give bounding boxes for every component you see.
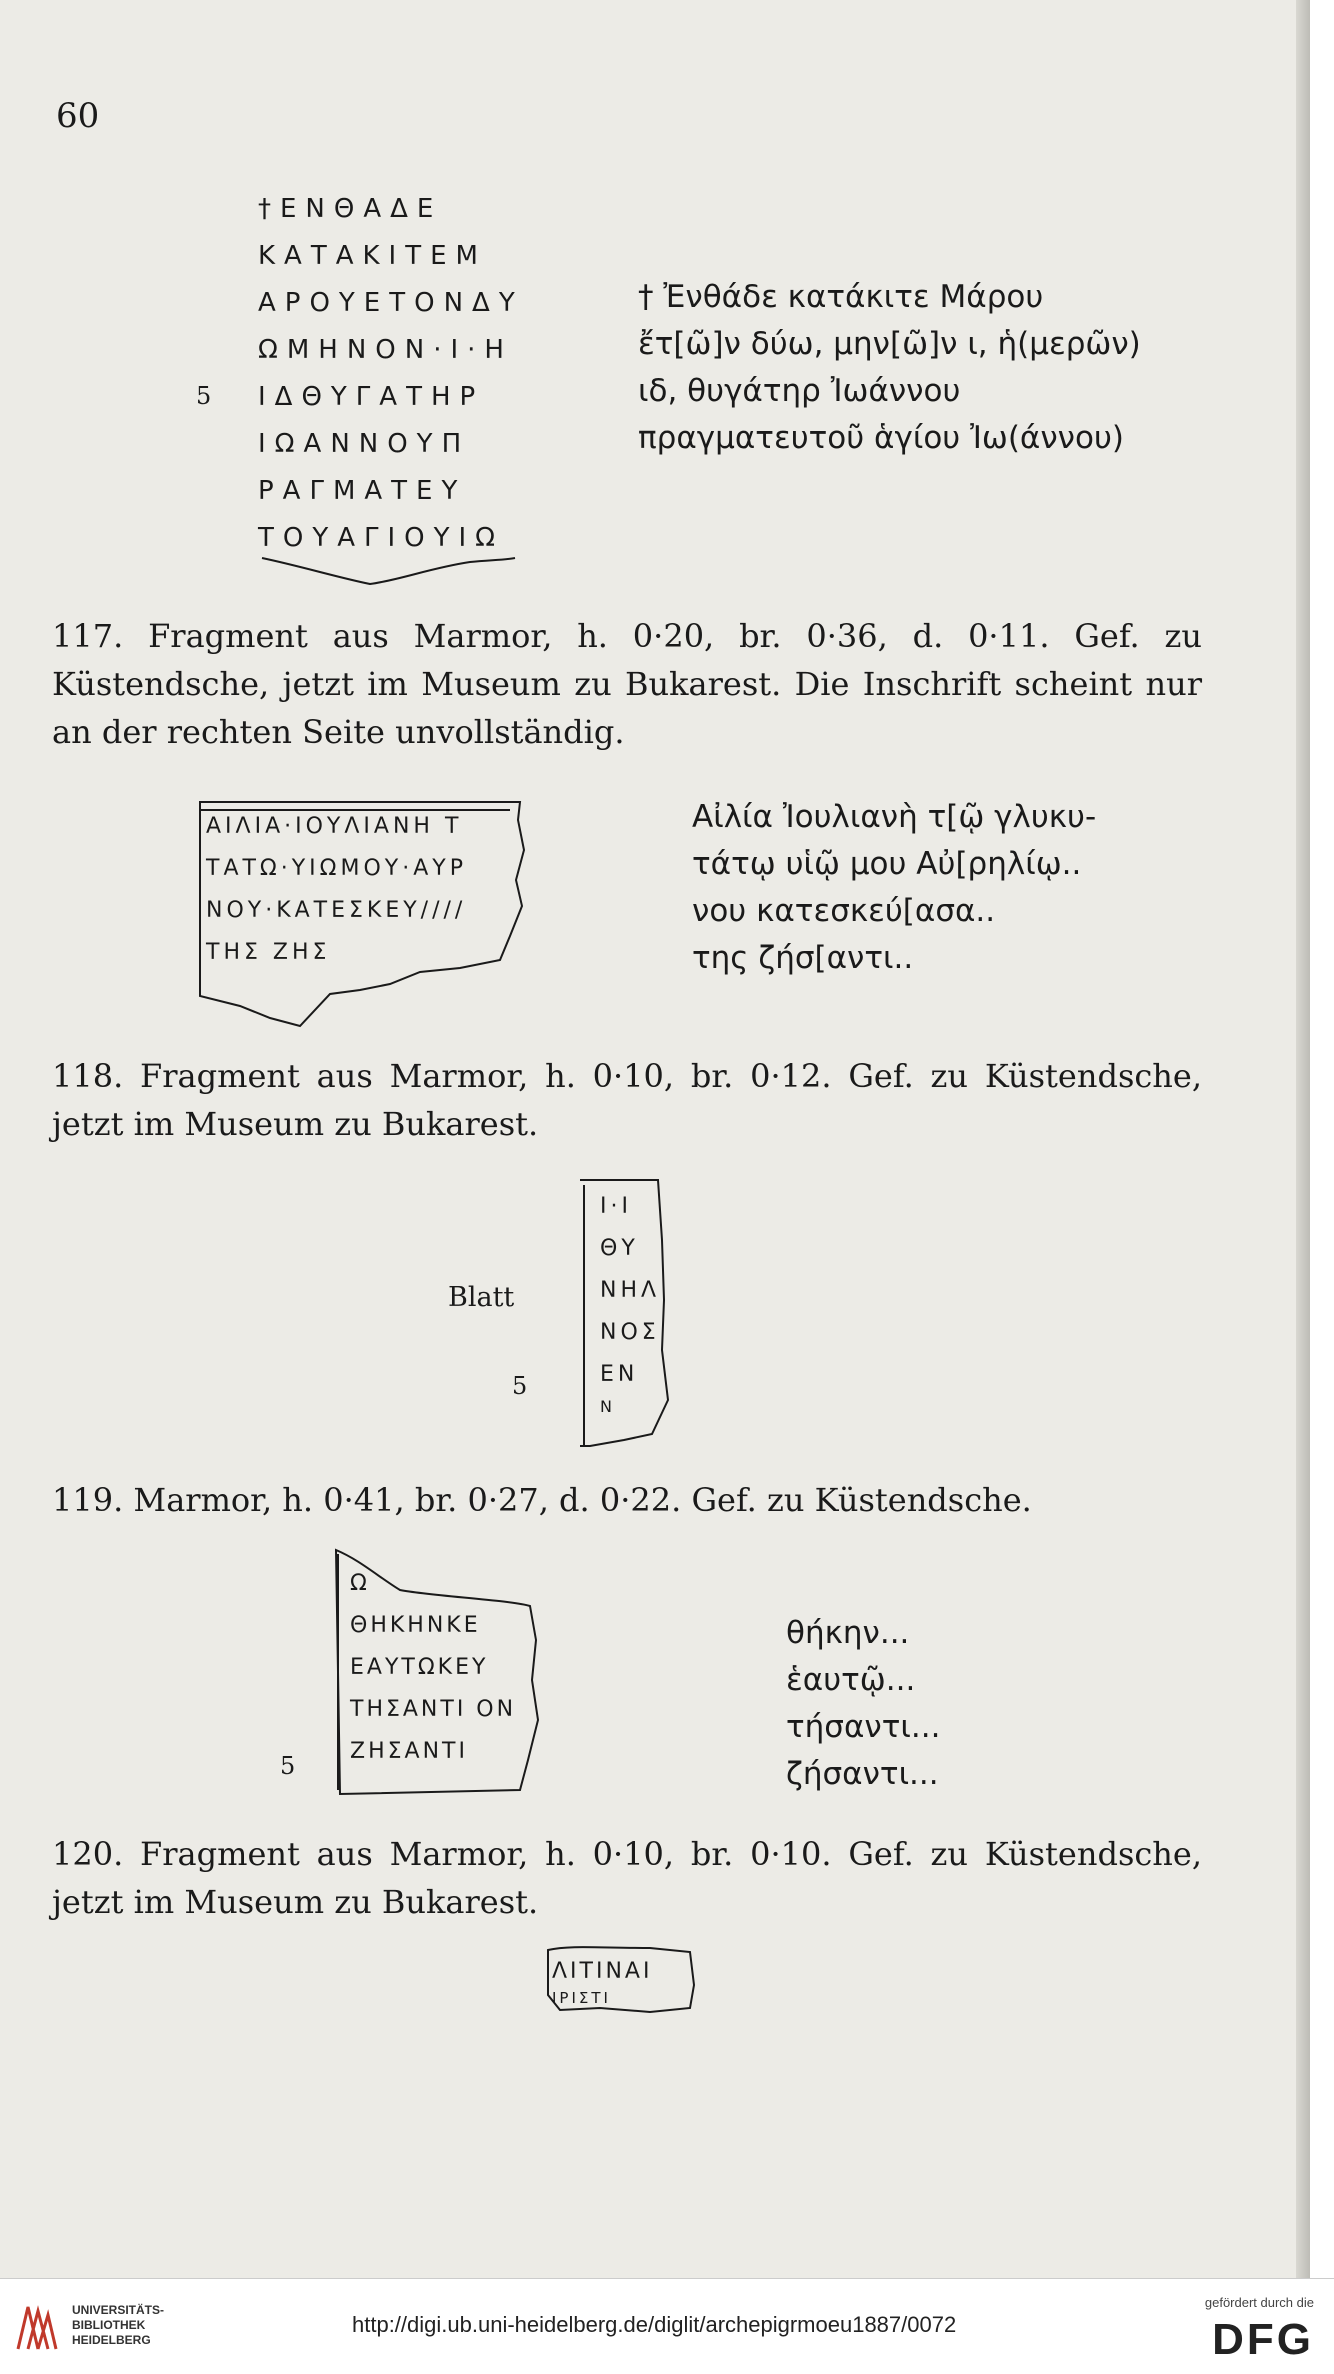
inscription-line: Ω bbox=[350, 1571, 370, 1596]
fragment-117-outline bbox=[200, 802, 524, 1026]
library-name-line: BIBLIOTHEK bbox=[72, 2318, 146, 2332]
transcription-line: της ζήσ[αντι.. bbox=[692, 940, 914, 976]
library-name-line: HEIDELBERG bbox=[72, 2333, 151, 2347]
inscription-line: †ΕΝΘΑΔΕ bbox=[258, 194, 443, 224]
inscription-line: ΖΗΣΑΝΤΙ bbox=[350, 1739, 468, 1764]
entry-118-paragraph: 118. Fragment aus Marmor, h. 0·10, br. 0·12. Gef. zu Küstendsche, jetzt im Museum zu Bukarest. bbox=[52, 1057, 1202, 1143]
fragment-120-outline bbox=[548, 1947, 694, 2012]
inscription-line: ΕΑΥΤΩΚΕΥ bbox=[350, 1655, 489, 1680]
inscription-line: ΤΗΣ ΖΗΣ bbox=[206, 940, 331, 965]
entry-117-paragraph: 117. Fragment aus Marmor, h. 0·20, br. 0·36, d. 0·11. Gef. zu Küstendsche, jetzt im Museum zu Bukarest. Die Inschrift scheint nur an der rechten Seite unvollständig. bbox=[52, 617, 1202, 751]
transcription-line: τάτῳ υἱῷ μου Αὐ[ρηλίῳ.. bbox=[692, 846, 1082, 882]
page-number: 60 bbox=[56, 96, 100, 136]
inscription-line: ΝΟΣ bbox=[600, 1320, 660, 1345]
inscription-line: ΤΟΥΑΓΙΟΥΙΩ bbox=[258, 523, 505, 553]
dfg-logo: DFG bbox=[1212, 2315, 1314, 2364]
inscription-line: ΙΡΙΣΤΙ bbox=[552, 1989, 611, 2007]
inscription-line: ΑΙΛΙΑ·ΙΟΥΛΙΑΝΗ Τ bbox=[206, 814, 463, 839]
entry-120-paragraph: 120. Fragment aus Marmor, h. 0·10, br. 0·10. Gef. zu Küstendsche, jetzt im Museum zu Bukarest. bbox=[52, 1835, 1202, 1921]
inscription-line: ΙΩΑΝΝΟΥΠ bbox=[258, 429, 471, 459]
inscription-line: ΘΗΚΗΝΚΕ bbox=[350, 1613, 481, 1638]
blatt-label: Blatt bbox=[448, 1282, 515, 1313]
inscription-line: ΑΡΟΥΕΤΟΝΔΥ bbox=[258, 288, 524, 318]
inscription-line: Ν bbox=[600, 1397, 616, 1416]
transcription-line: πραγματευτοῦ ἁγίου Ἰω(άννου) bbox=[638, 420, 1124, 456]
library-name-line: UNIVERSITÄTS- bbox=[72, 2303, 165, 2317]
inscription-line: ΘΥ bbox=[600, 1236, 639, 1261]
transcription-line: Αἰλία Ἰουλιανὴ τ[ῷ γλυκυ- bbox=[692, 799, 1097, 835]
transcription-line: ιδ, θυγάτηρ Ἰωάννου bbox=[638, 373, 961, 409]
inscription-line: ΙΔΘΥΓΑΤΗΡ bbox=[258, 382, 485, 412]
line-number: 5 bbox=[512, 1372, 528, 1400]
inscription-line: ΤΑΤΩ·ΥΙΩΜΟΥ·ΑΥΡ bbox=[206, 856, 467, 881]
inscription-line: ΤΗΣΑΝΤΙ ΟΝ bbox=[350, 1697, 517, 1722]
fragment-118-outline bbox=[580, 1180, 668, 1446]
source-url-link[interactable]: http://digi.ub.uni-heidelberg.de/diglit/archepigrmoeu1887/0072 bbox=[352, 2312, 957, 2337]
inscription-line: ΝΟΥ·ΚΑΤΕΣΚΕΥ//// bbox=[206, 898, 467, 923]
inscription-line: ΝΗΛ bbox=[600, 1278, 661, 1303]
inscription-line: Ι·Ι bbox=[600, 1194, 632, 1219]
fragment-119-outline bbox=[336, 1550, 538, 1794]
inscription-line: ΚΑΤΑΚΙΤΕΜ bbox=[258, 241, 487, 271]
transcription-line: νου κατεσκεύ[ασα.. bbox=[692, 893, 996, 929]
transcription-line: † Ἐνθάδε κατάκιτε Μάρου bbox=[638, 279, 1044, 315]
line-number: 5 bbox=[196, 382, 212, 410]
transcription-line: τήσαντι... bbox=[786, 1709, 941, 1745]
inscription-line: ΡΑΓΜΑΤΕΥ bbox=[258, 476, 467, 506]
footer-bar bbox=[0, 2278, 1334, 2374]
funded-by-label: gefördert durch die bbox=[1204, 2295, 1314, 2310]
transcription-line: θήκην... bbox=[786, 1615, 910, 1651]
entry-119-paragraph: 119. Marmor, h. 0·41, br. 0·27, d. 0·22. Gef. zu Küstendsche. bbox=[52, 1481, 1032, 1519]
line-number: 5 bbox=[280, 1752, 296, 1780]
transcription-line: ἑαυτῷ... bbox=[786, 1662, 916, 1698]
transcription-line: ἔτ[ῶ]ν δύω, μην[ῶ]ν ι, ἡ(μερῶν) bbox=[638, 326, 1141, 362]
transcription-line: ζήσαντι... bbox=[786, 1756, 939, 1792]
library-name bbox=[72, 2303, 164, 2348]
university-library-logo-icon bbox=[14, 2301, 58, 2353]
inscription-line: ΕΝ bbox=[600, 1362, 639, 1387]
inscription-line: ΛΙΤΙΝΑΙ bbox=[552, 1959, 653, 1984]
inscription-underline bbox=[262, 558, 515, 584]
inscription-line: ΩΜΗΝΟΝ·Ι·Η bbox=[258, 335, 513, 365]
